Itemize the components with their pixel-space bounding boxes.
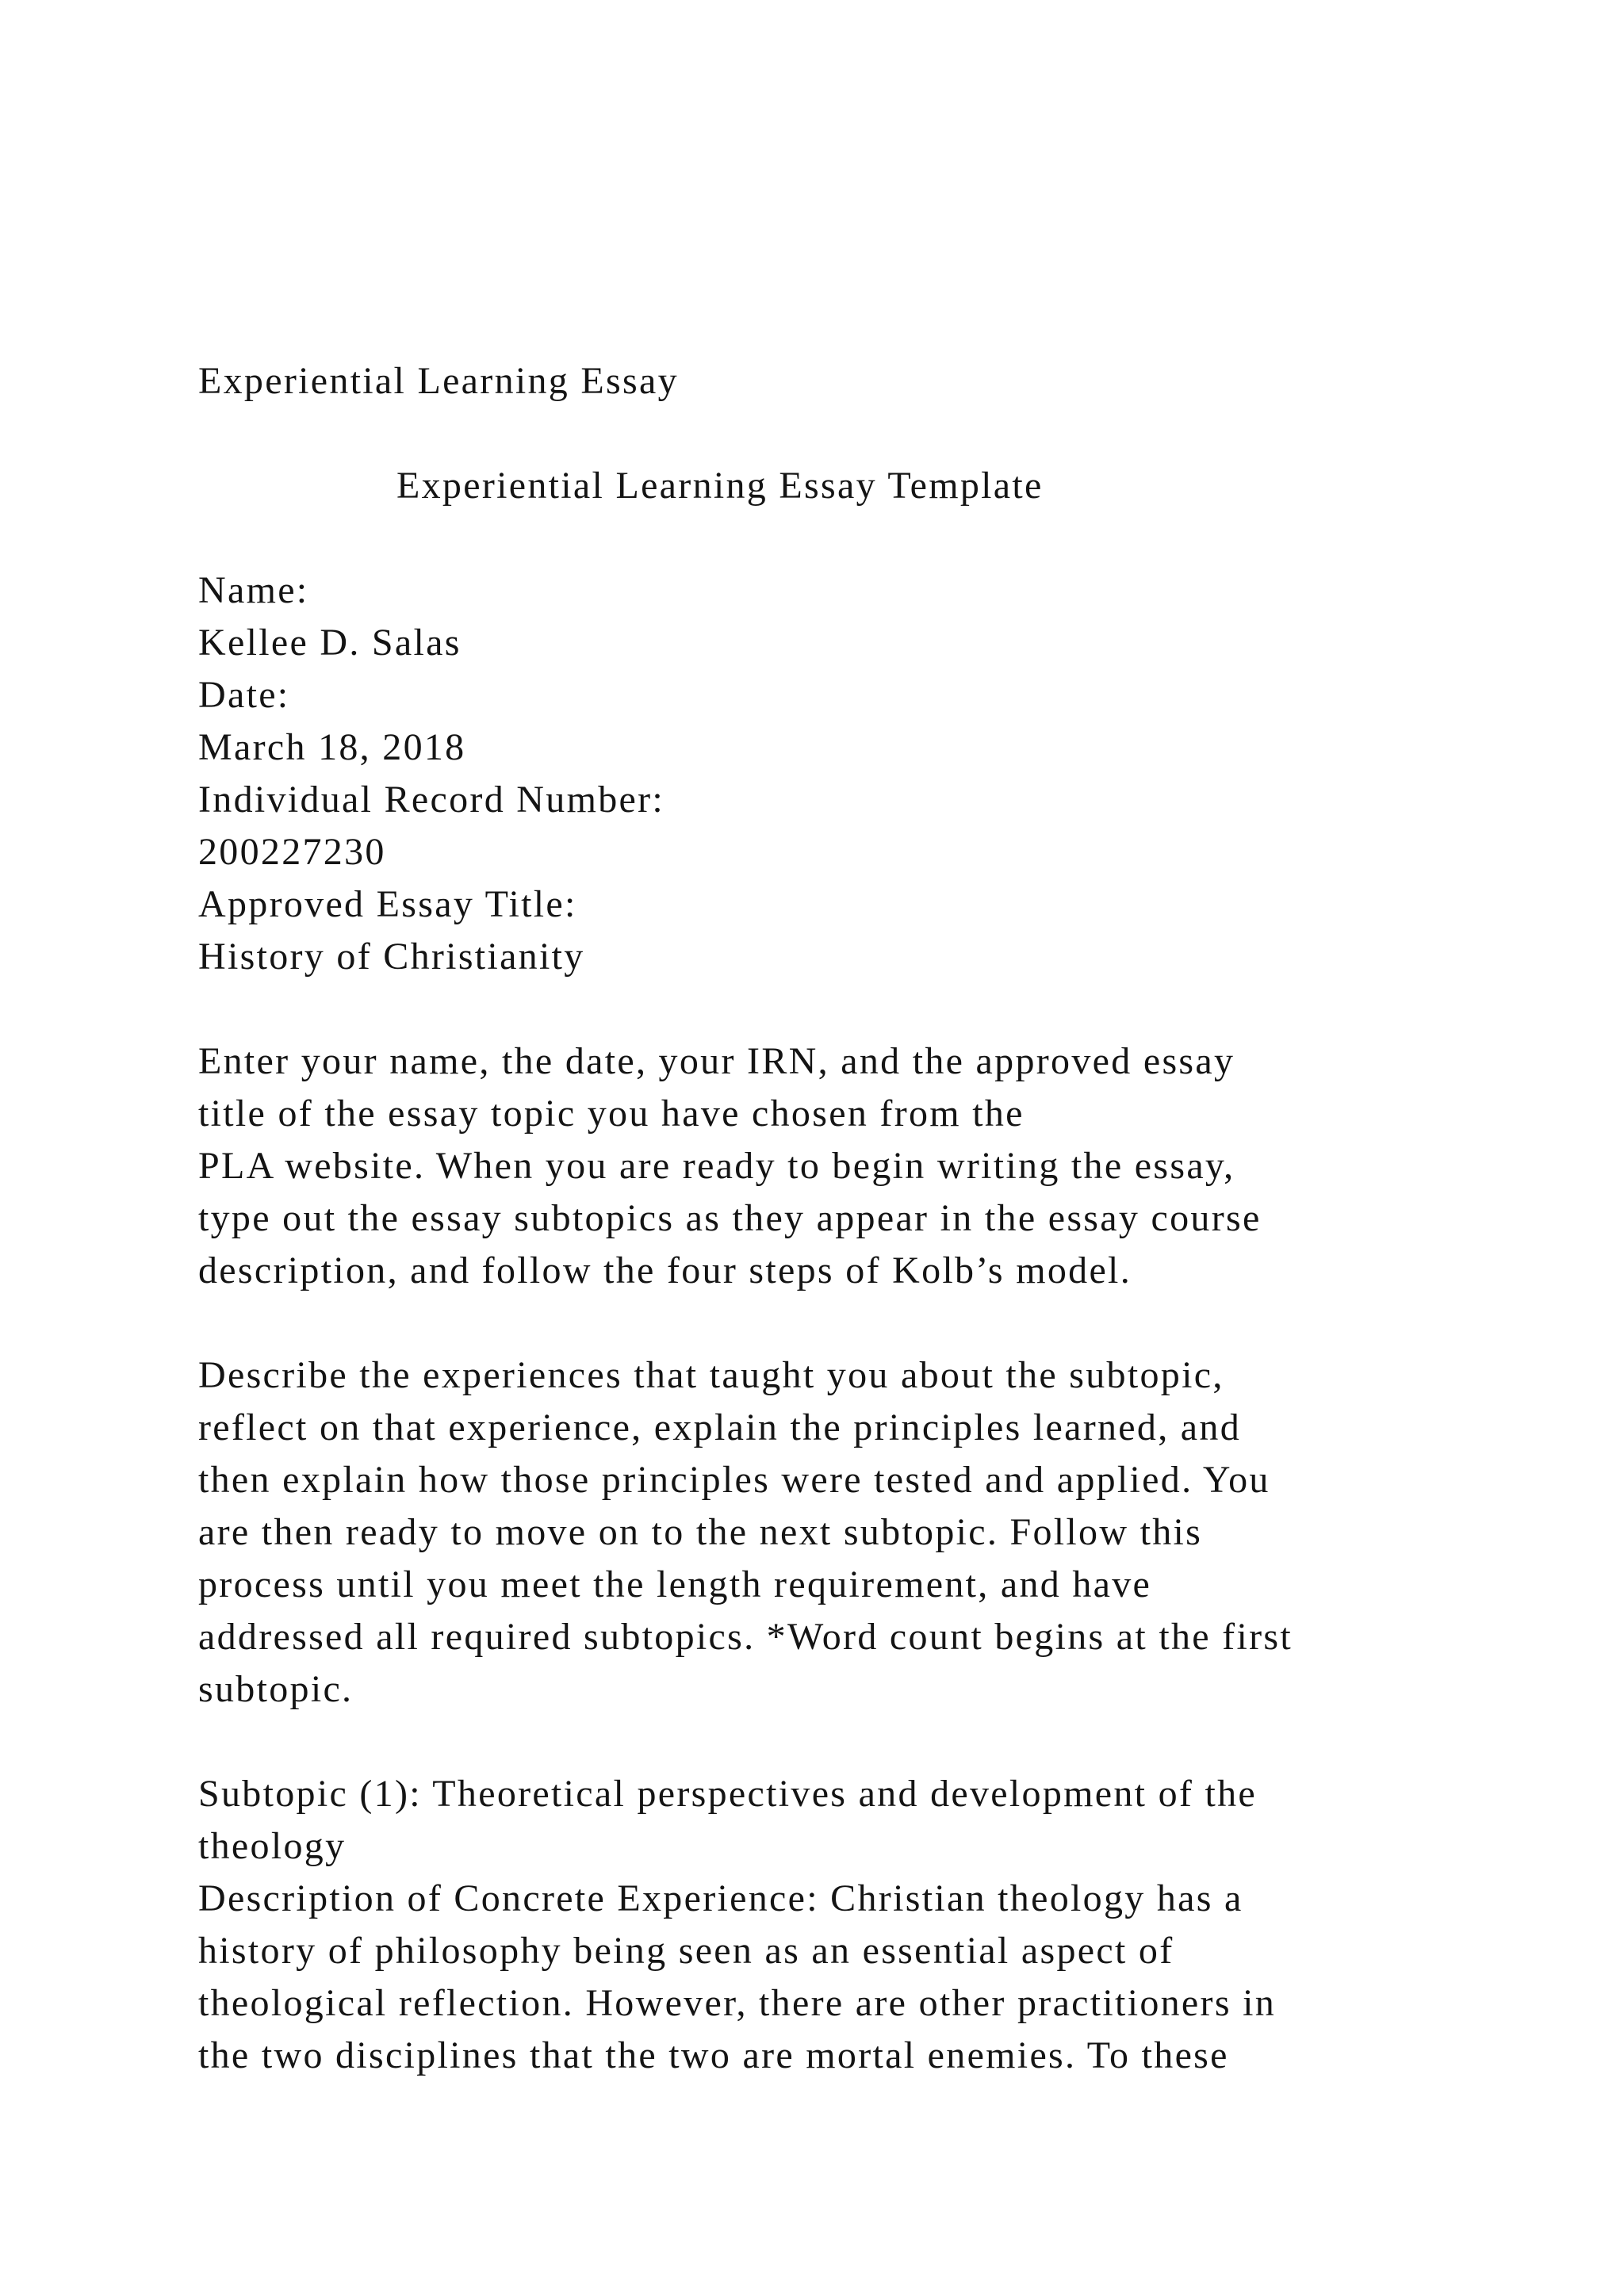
- guidance-line: process until you meet the length requirement, and have: [198, 1563, 1152, 1605]
- essay-title-label: Approved Essay Title:: [198, 883, 577, 925]
- guidance-line: are then ready to move on to the next subtopic. Follow this: [198, 1511, 1203, 1553]
- subtopic-heading-line: Subtopic (1): Theoretical perspectives and development of the: [198, 1773, 1258, 1815]
- date-value: March 18, 2018: [198, 726, 466, 768]
- instructions-line: Enter your name, the date, your IRN, and the approved essay: [198, 1040, 1235, 1082]
- template-heading: Experiential Learning Essay Template: [396, 465, 1044, 507]
- instructions-line: type out the essay subtopics as they appear in the essay course: [198, 1197, 1262, 1239]
- instructions-line: title of the essay topic you have chosen from the: [198, 1093, 1025, 1135]
- subtopic-body-line: Description of Concrete Experience: Christian theology has a: [198, 1877, 1243, 1919]
- subtopic-body-line: the two disciplines that the two are mortal enemies. To these: [198, 2034, 1229, 2076]
- irn-label: Individual Record Number:: [198, 779, 665, 821]
- irn-value: 200227230: [198, 831, 386, 873]
- name-value: Kellee D. Salas: [198, 622, 462, 664]
- subtopic-body-line: theological reflection. However, there are other practitioners in: [198, 1982, 1277, 2024]
- guidance-line: then explain how those principles were tested and applied. You: [198, 1459, 1270, 1501]
- subtopic-heading-line: theology: [198, 1825, 347, 1867]
- guidance-line: reflect on that experience, explain the principles learned, and: [198, 1406, 1242, 1448]
- document-title: Experiential Learning Essay: [198, 360, 679, 402]
- guidance-line: subtopic.: [198, 1668, 354, 1710]
- date-label: Date:: [198, 674, 290, 716]
- guidance-line: addressed all required subtopics. *Word count begins at the first: [198, 1616, 1293, 1658]
- name-label: Name:: [198, 569, 309, 611]
- instructions-line: description, and follow the four steps of Kolb’s model.: [198, 1249, 1132, 1292]
- essay-title-value: History of Christianity: [198, 936, 585, 978]
- instructions-line: PLA website. When you are ready to begin writing the essay,: [198, 1145, 1235, 1187]
- subtopic-body-line: history of philosophy being seen as an essential aspect of: [198, 1930, 1174, 1972]
- guidance-line: Describe the experiences that taught you about the subtopic,: [198, 1354, 1224, 1396]
